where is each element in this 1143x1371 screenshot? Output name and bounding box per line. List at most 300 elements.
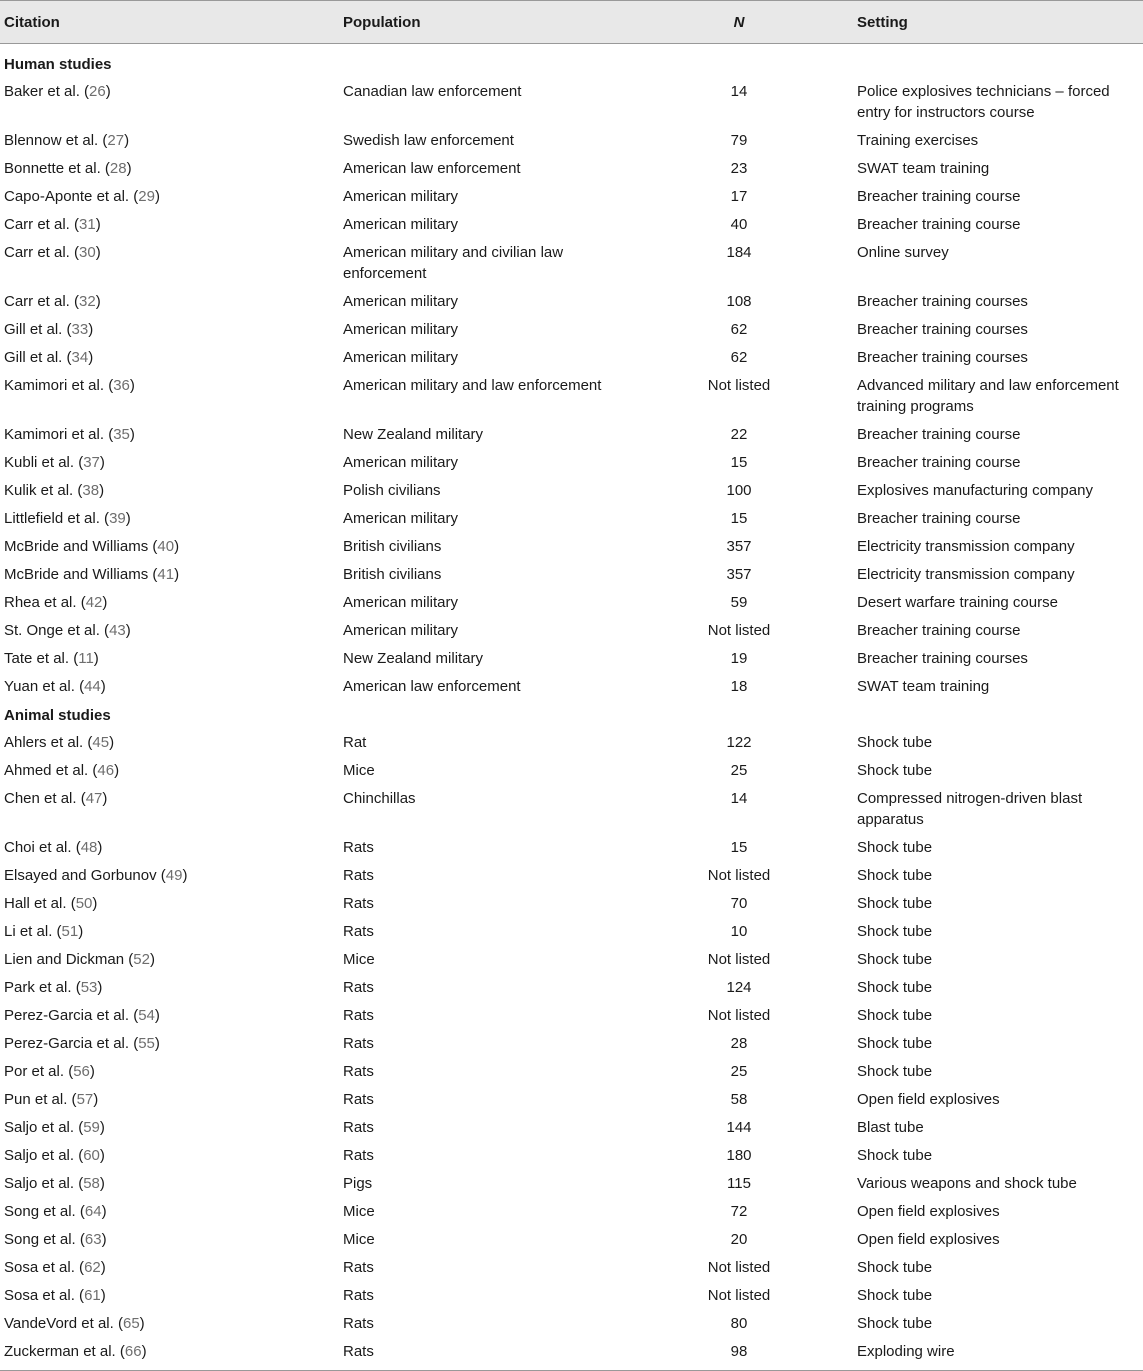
citation-cell: Kubli et al. (37) [4, 454, 105, 471]
n-cell: Not listed [707, 951, 771, 968]
n-cell: 80 [730, 1315, 748, 1332]
setting-cell: Shock tube [857, 734, 933, 751]
citation-cell: Carr et al. (31) [4, 216, 101, 233]
setting-cell: Explosives manufacturing company [857, 482, 1093, 499]
citation-ref-link[interactable]: 60 [83, 1147, 100, 1164]
citation-authors: Blennow et al. [4, 132, 99, 149]
citation-ref-link[interactable]: 31 [79, 216, 96, 233]
citation-cell: Sosa et al. (62) [4, 1259, 106, 1276]
citation-cell: Zuckerman et al. (66) [0, 1338, 339, 1371]
population-cell: New Zealand military [343, 650, 484, 667]
table-row [0, 127, 1143, 155]
setting-cell: Shock tube [857, 1007, 933, 1024]
citation-ref-link[interactable]: 62 [84, 1259, 101, 1276]
table-row [0, 785, 1143, 834]
n-cell: 15 [730, 839, 748, 856]
setting-cell: Breacher training course [857, 426, 1021, 443]
setting-cell: Online survey [857, 244, 949, 261]
population-cell: Rats [343, 1007, 374, 1024]
n-cell: 70 [730, 895, 748, 912]
citation-authors: Por et al. [4, 1063, 65, 1080]
section-row [0, 701, 1143, 729]
citation-authors: Zuckerman et al. [4, 1343, 116, 1360]
citation-cell: Hall et al. (50) [4, 895, 98, 912]
table-row [0, 1142, 1143, 1170]
setting-cell: Shock tube [857, 762, 933, 779]
n-cell: 40 [730, 216, 748, 233]
setting-cell: Desert warfare training course [857, 594, 1058, 611]
citation-cell: Kamimori et al. (36) [4, 377, 135, 394]
n-cell: 72 [730, 1203, 748, 1220]
table-row [0, 1086, 1143, 1114]
citation-cell: Chen et al. (47) [4, 790, 108, 807]
population-cell: Mice [343, 762, 375, 779]
citation-ref-link[interactable]: 59 [83, 1119, 100, 1136]
table-row [0, 1170, 1143, 1198]
setting-cell: Electricity transmission company [857, 538, 1075, 555]
citation-authors: VandeVord et al. [4, 1315, 114, 1332]
setting-cell: Shock tube [857, 1287, 933, 1304]
citation-ref-link[interactable]: 57 [76, 1091, 94, 1108]
header-row [0, 1, 1143, 44]
citation-ref-link[interactable]: 58 [83, 1175, 100, 1192]
n-cell: 98 [625, 1338, 853, 1371]
citation-ref-link[interactable]: 51 [61, 923, 79, 940]
table-row [0, 211, 1143, 239]
n-cell: 100 [726, 482, 752, 499]
table-row [0, 1198, 1143, 1226]
citation-authors: Lien and Dickman [4, 951, 125, 968]
citation-authors: Gill et al. [4, 349, 63, 366]
population-cell: American military [343, 622, 459, 639]
citation-cell: Gill et al. (34) [4, 349, 94, 366]
population-cell: American law enforcement [343, 678, 521, 695]
citation-ref-link[interactable]: 30 [79, 244, 96, 261]
n-cell: Not listed [707, 1259, 771, 1276]
citation-ref-link[interactable]: 65 [122, 1315, 140, 1332]
citation-ref-link[interactable]: 61 [84, 1287, 101, 1304]
population-cell: Rats [343, 923, 374, 940]
table-body [0, 44, 1143, 1371]
setting-cell: Compressed nitrogen-driven blast apparatus [857, 790, 1083, 828]
table-row [0, 1058, 1143, 1086]
citation-authors: Kulik et al. [4, 482, 74, 499]
citation-ref-link[interactable]: 39 [109, 510, 126, 527]
citation-cell: Kamimori et al. (35) [4, 426, 135, 443]
table-row [0, 288, 1143, 316]
citation-ref-link[interactable]: 42 [85, 594, 103, 611]
n-cell: 18 [730, 678, 748, 695]
citation-ref-link[interactable]: 63 [84, 1231, 102, 1248]
table-row [0, 1338, 1143, 1371]
table-row [0, 561, 1143, 589]
citation-authors: Elsayed and Gorbunov [4, 867, 157, 884]
citation-cell: Yuan et al. (44) [4, 678, 106, 695]
n-cell: 108 [726, 293, 752, 310]
n-cell: 59 [730, 594, 748, 611]
setting-cell: Training exercises [857, 132, 979, 149]
n-cell: 20 [730, 1231, 748, 1248]
n-cell: 144 [726, 1119, 752, 1136]
citation-authors: Chen et al. [4, 790, 77, 807]
population-cell: Canadian law enforcement [343, 83, 522, 100]
n-cell: 62 [730, 349, 748, 366]
n-cell: Not listed [707, 867, 771, 884]
n-cell: 115 [727, 1175, 751, 1192]
table-row [0, 918, 1143, 946]
citation-cell: Blennow et al. (27) [4, 132, 130, 149]
citation-cell: Sosa et al. (61) [4, 1287, 106, 1304]
citation-cell: McBride and Williams (40) [4, 538, 180, 555]
table-row [0, 1310, 1143, 1338]
setting-cell: Shock tube [857, 1259, 933, 1276]
citation-ref-link[interactable]: 64 [84, 1203, 102, 1220]
citation-ref-link[interactable]: 44 [84, 678, 101, 695]
citation-authors: Sosa et al. [4, 1259, 75, 1276]
n-cell: 19 [730, 650, 748, 667]
population-cell: American military [343, 349, 459, 366]
n-cell: 122 [726, 734, 752, 751]
table-row [0, 372, 1143, 421]
n-cell: 25 [730, 1063, 748, 1080]
citation-cell: Park et al. (53) [4, 979, 103, 996]
table-row [0, 533, 1143, 561]
setting-cell: Breacher training courses [857, 349, 1028, 366]
citation-ref-link[interactable]: 32 [79, 293, 96, 310]
table-row [0, 946, 1143, 974]
setting-cell: Shock tube [857, 1147, 933, 1164]
citation-authors: Choi et al. [4, 839, 72, 856]
table-row [0, 645, 1143, 673]
table-header [0, 1, 1143, 44]
population-cell: Mice [343, 1231, 375, 1248]
citation-cell: Ahlers et al. (45) [4, 734, 115, 751]
table-row [0, 729, 1143, 757]
citation-authors: Capo-Aponte et al. [4, 188, 130, 205]
citation-authors: Kamimori et al. [4, 377, 105, 394]
setting-cell: Shock tube [857, 895, 933, 912]
table-row [0, 421, 1143, 449]
population-cell: Rats [339, 1338, 625, 1371]
setting-cell: Breacher training course [857, 622, 1021, 639]
table-row [0, 1282, 1143, 1310]
population-cell: American military [343, 594, 459, 611]
population-cell: Rats [343, 839, 374, 856]
table-row [0, 1226, 1143, 1254]
citation-cell: McBride and Williams (41) [4, 566, 180, 583]
population-cell: American military [343, 321, 459, 338]
table-row [0, 316, 1143, 344]
citation-authors: Song et al. [4, 1203, 76, 1220]
citation-ref-link[interactable]: 37 [83, 454, 100, 471]
citation-ref-link[interactable]: 38 [82, 482, 100, 499]
setting-cell: Shock tube [857, 951, 933, 968]
citation-authors: Perez-Garcia et al. [4, 1007, 130, 1024]
population-cell: New Zealand military [343, 426, 484, 443]
citation-ref-link[interactable]: 50 [75, 895, 93, 912]
citation-cell: Gill et al. (33) [4, 321, 94, 338]
setting-cell: Open field explosives [857, 1203, 1000, 1220]
table-row [0, 589, 1143, 617]
citation-cell: Littlefield et al. (39) [4, 510, 131, 527]
n-cell: 15 [730, 454, 748, 471]
header-citation: Citation [0, 1, 339, 44]
citation-authors: Li et al. [4, 923, 53, 940]
setting-cell: Breacher training courses [857, 321, 1028, 338]
citation-cell: Carr et al. (30) [4, 244, 101, 261]
citation-cell: Baker et al. (26) [4, 83, 111, 100]
citation-ref-link[interactable]: 52 [133, 951, 150, 968]
citation-ref-link[interactable]: 33 [71, 321, 89, 338]
setting-cell: Blast tube [857, 1119, 924, 1136]
table-row [0, 834, 1143, 862]
population-cell: Rats [343, 895, 374, 912]
citation-cell: Perez-Garcia et al. (55) [4, 1035, 160, 1052]
citation-ref-link[interactable]: 53 [80, 979, 98, 996]
citation-authors: Baker et al. [4, 83, 80, 100]
setting-cell: Shock tube [857, 867, 933, 884]
setting-cell: Electricity transmission company [857, 566, 1075, 583]
n-cell: 14 [730, 790, 748, 807]
n-cell: 184 [726, 244, 752, 261]
table-row [0, 617, 1143, 645]
citation-cell: Li et al. (51) [4, 923, 84, 940]
population-cell: Rats [343, 1147, 374, 1164]
population-cell: American military [343, 454, 459, 471]
setting-cell: Shock tube [857, 1035, 933, 1052]
citation-cell: Saljo et al. (60) [4, 1147, 105, 1164]
citation-authors: Hall et al. [4, 895, 67, 912]
n-cell: 79 [730, 132, 748, 149]
population-cell: Polish civilians [343, 482, 441, 499]
citation-authors: St. Onge et al. [4, 622, 100, 639]
population-cell: Rats [343, 1119, 374, 1136]
n-cell: 28 [730, 1035, 748, 1052]
n-cell: 10 [730, 923, 748, 940]
citation-ref-link[interactable]: 55 [138, 1035, 155, 1052]
citation-authors: Park et al. [4, 979, 72, 996]
citation-authors: Kamimori et al. [4, 426, 105, 443]
citation-authors: Littlefield et al. [4, 510, 100, 527]
citation-ref-link[interactable]: 48 [80, 839, 98, 856]
setting-cell: Open field explosives [857, 1231, 1000, 1248]
table-row [0, 505, 1143, 533]
table-row [0, 862, 1143, 890]
section-title: Animal studies [4, 707, 111, 724]
table-row [0, 239, 1143, 288]
population-cell: Rat [343, 734, 367, 751]
population-cell: American military and law enforcement [343, 377, 602, 394]
table-row [0, 155, 1143, 183]
table-row [0, 1002, 1143, 1030]
n-cell: 23 [730, 160, 748, 177]
citation-ref-link[interactable]: 43 [109, 622, 126, 639]
table-row [0, 477, 1143, 505]
table-row [0, 974, 1143, 1002]
citation-cell: Saljo et al. (58) [4, 1175, 105, 1192]
citation-authors: Saljo et al. [4, 1119, 75, 1136]
setting-cell: Shock tube [857, 1063, 933, 1080]
population-cell: American military [343, 188, 459, 205]
n-cell: Not listed [707, 377, 771, 394]
population-cell: American military [343, 510, 459, 527]
population-cell: Rats [343, 979, 374, 996]
n-cell: 14 [730, 83, 748, 100]
population-cell: Rats [343, 1063, 374, 1080]
citation-authors: Carr et al. [4, 244, 70, 261]
setting-cell: Breacher training courses [857, 293, 1028, 310]
citation-ref-link[interactable]: 47 [85, 790, 103, 807]
citation-ref-link[interactable]: 56 [73, 1063, 90, 1080]
citation-ref-link[interactable]: 40 [157, 538, 175, 555]
citation-ref-link[interactable]: 41 [157, 566, 175, 583]
table-row [0, 449, 1143, 477]
setting-cell: Shock tube [857, 923, 933, 940]
citation-cell: St. Onge et al. (43) [4, 622, 131, 639]
citation-cell: Pun et al. (57) [4, 1091, 99, 1108]
citation-authors: Yuan et al. [4, 678, 75, 695]
n-cell: 180 [726, 1147, 752, 1164]
header-setting: Setting [853, 1, 1143, 44]
table-row [0, 78, 1143, 127]
table-row [0, 890, 1143, 918]
n-cell: Not listed [707, 1287, 771, 1304]
citation-authors: Perez-Garcia et al. [4, 1035, 130, 1052]
citation-authors: Saljo et al. [4, 1147, 75, 1164]
population-cell: Swedish law enforcement [343, 132, 514, 149]
citation-authors: Gill et al. [4, 321, 63, 338]
citation-ref-link[interactable]: 46 [97, 762, 115, 779]
table-row [0, 1030, 1143, 1058]
n-cell: 357 [726, 566, 752, 583]
section-row [0, 44, 1143, 79]
citation-ref-link[interactable]: 28 [109, 160, 127, 177]
citation-authors: Pun et al. [4, 1091, 68, 1108]
n-cell: Not listed [707, 622, 771, 639]
citation-cell: Elsayed and Gorbunov (49) [4, 867, 188, 884]
n-cell: 17 [730, 188, 748, 205]
citation-cell: Carr et al. (32) [4, 293, 101, 310]
table-row [0, 183, 1143, 211]
setting-cell: Shock tube [857, 1315, 933, 1332]
citation-ref-link[interactable]: 54 [138, 1007, 155, 1024]
header-population: Population [339, 1, 625, 44]
citation-cell: Lien and Dickman (52) [4, 951, 155, 968]
citation-cell: Tate et al. (11) [4, 650, 99, 667]
n-cell: 25 [730, 762, 748, 779]
citation-ref-link[interactable]: 45 [92, 734, 110, 751]
citation-cell: Rhea et al. (42) [4, 594, 108, 611]
population-cell: British civilians [343, 538, 442, 555]
citation-cell: Por et al. (56) [4, 1063, 95, 1080]
citation-cell: Bonnette et al. (28) [4, 160, 132, 177]
n-cell: 357 [726, 538, 752, 555]
n-cell: 58 [730, 1091, 748, 1108]
setting-cell: SWAT team training [857, 678, 990, 695]
population-cell: Mice [343, 951, 375, 968]
setting-cell: Exploding wire [853, 1338, 1143, 1371]
citation-cell: Ahmed et al. (46) [4, 762, 120, 779]
table-row [0, 673, 1143, 701]
citation-ref-link[interactable]: 35 [113, 426, 130, 443]
population-cell: Rats [343, 1315, 374, 1332]
citation-cell: Choi et al. (48) [4, 839, 103, 856]
section-title: Human studies [4, 56, 112, 73]
setting-cell: SWAT team training [857, 160, 990, 177]
population-cell: Mice [343, 1203, 375, 1220]
citation-authors: Carr et al. [4, 216, 70, 233]
setting-cell: Various weapons and shock tube [857, 1175, 1077, 1192]
header-n: N [625, 1, 853, 44]
citation-cell: Kulik et al. (38) [4, 482, 105, 499]
setting-cell: Shock tube [857, 839, 933, 856]
citation-authors: Kubli et al. [4, 454, 75, 471]
citation-ref-link[interactable]: 27 [107, 132, 125, 149]
table-row [0, 1114, 1143, 1142]
citation-ref-link[interactable]: 34 [71, 349, 89, 366]
citation-authors: Bonnette et al. [4, 160, 101, 177]
population-cell: Rats [343, 1287, 374, 1304]
citation-ref-link[interactable]: 11 [78, 650, 94, 667]
n-cell: 124 [726, 979, 752, 996]
citation-authors: Carr et al. [4, 293, 70, 310]
citation-authors: Ahlers et al. [4, 734, 84, 751]
citation-authors: McBride and Williams [4, 566, 149, 583]
citation-authors: Sosa et al. [4, 1287, 75, 1304]
table-row [0, 344, 1143, 372]
citation-cell: Song et al. (63) [4, 1231, 107, 1248]
population-cell: American military [343, 216, 459, 233]
setting-cell: Breacher training course [857, 216, 1021, 233]
setting-cell: Breacher training course [857, 510, 1021, 527]
setting-cell: Breacher training course [857, 454, 1021, 471]
citation-ref-link[interactable]: 49 [165, 867, 183, 884]
setting-cell: Police explosives technicians – forced entry for instructors course [857, 83, 1110, 121]
setting-cell: Breacher training courses [857, 650, 1028, 667]
citation-ref-link[interactable]: 36 [113, 377, 130, 394]
citation-ref-link[interactable]: 66 [124, 1343, 142, 1360]
citation-authors: Ahmed et al. [4, 762, 89, 779]
table-row [0, 1254, 1143, 1282]
citation-authors: Rhea et al. [4, 594, 77, 611]
population-cell: American military and civilian law enforcement [343, 244, 564, 282]
citation-ref-link[interactable]: 29 [138, 188, 155, 205]
n-cell: 15 [730, 510, 748, 527]
setting-cell: Open field explosives [857, 1091, 1000, 1108]
setting-cell: Advanced military and law enforcement training programs [857, 377, 1119, 415]
population-cell: British civilians [343, 566, 442, 583]
setting-cell: Shock tube [857, 979, 933, 996]
population-cell: Chinchillas [343, 790, 416, 807]
citation-cell: Song et al. (64) [4, 1203, 107, 1220]
citation-cell: Capo-Aponte et al. (29) [4, 188, 160, 205]
citation-authors: Saljo et al. [4, 1175, 75, 1192]
n-cell: Not listed [707, 1007, 771, 1024]
citation-authors: Song et al. [4, 1231, 76, 1248]
population-cell: American military [343, 293, 459, 310]
citation-authors: Tate et al. [4, 650, 70, 667]
setting-cell: Breacher training course [857, 188, 1021, 205]
citation-authors: McBride and Williams [4, 538, 149, 555]
citation-ref-link[interactable]: 26 [89, 83, 106, 100]
population-cell: Rats [343, 1035, 374, 1052]
n-cell: 22 [730, 426, 748, 443]
citation-cell: VandeVord et al. (65) [4, 1315, 145, 1332]
population-cell: Pigs [343, 1175, 373, 1192]
citation-cell: Perez-Garcia et al. (54) [4, 1007, 160, 1024]
population-cell: Rats [343, 1259, 374, 1276]
population-cell: Rats [343, 867, 374, 884]
